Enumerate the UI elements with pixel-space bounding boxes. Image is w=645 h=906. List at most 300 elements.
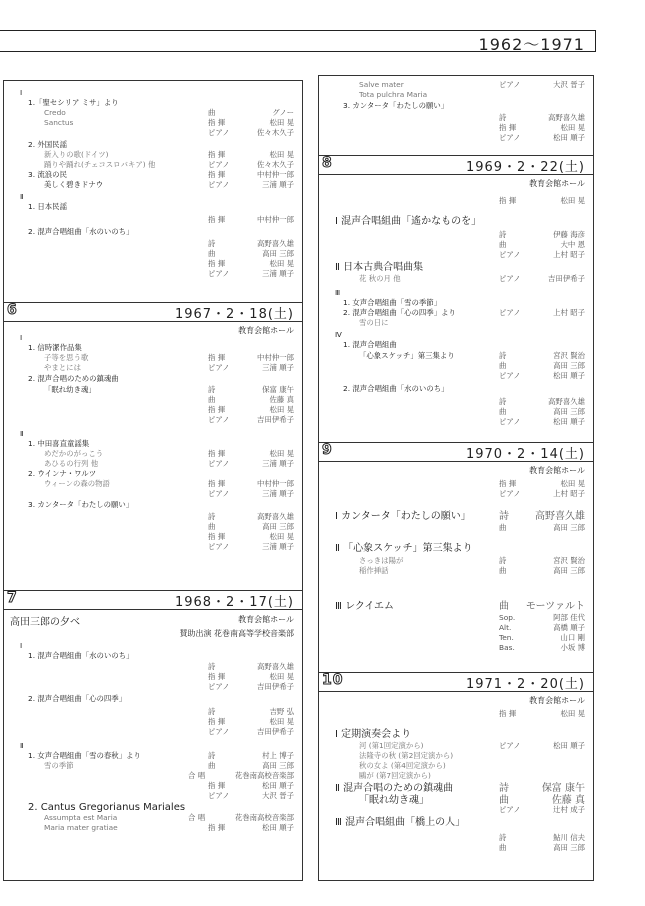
program-line [319,274,593,284]
performer-role: ピアノ [208,489,230,498]
program-text: Ⅰ [20,333,23,342]
performer-name: 高野喜久雄 [257,239,294,248]
concert-9 [319,443,593,673]
program-line [319,216,593,228]
performer-name: 高橋 順子 [553,623,585,632]
program-line [4,672,302,682]
program-text: さっきは陽が [359,556,404,565]
program-line [319,556,593,566]
program-text: 2. 混声合唱組曲「水のいのち」 [343,384,449,393]
program-text: 2. 混声合唱組曲「心の四季」 [28,694,127,703]
program-line [4,269,302,279]
performer-role: 詩 [208,751,216,760]
program-line [4,489,302,499]
performer-name: 高田 三郎 [553,566,585,575]
performer-name: 松田 晃 [269,259,294,268]
performer-role: 曲 [499,566,507,575]
performer-name: モーツァルト [525,601,585,612]
program-line [4,333,302,343]
performer-name: 高田 三郎 [262,249,294,258]
program-text: Credo [44,108,66,117]
performer-name: 松田 晃 [560,196,585,205]
performer-role: 詩 [208,707,216,716]
performer-name: グノー [272,108,294,117]
program-line [4,500,302,510]
concert-number: 8 [322,155,333,171]
performer-name: 上村 昭子 [553,489,585,498]
program-text: Ⅰ [20,88,23,97]
program-text: 河 (第1回定演から) [359,741,424,750]
performer-role: 指 揮 [208,449,226,458]
performer-name: 三浦 順子 [262,269,294,278]
program-text: やまとには [44,363,81,372]
performer-name: 保富 康午 [541,783,585,794]
performer-name: 上村 昭子 [553,250,585,259]
performer-role: 詩 [499,783,509,794]
program-text: 「眠れ幼き魂」 [44,385,96,394]
program-line [4,522,302,532]
program-line [319,330,593,340]
program-line [4,717,302,727]
program-line [4,727,302,737]
performer-role: ピアノ [499,805,521,814]
concert-header [319,443,593,462]
year-header [0,30,596,52]
performer-role: 指 揮 [208,532,226,541]
performer-role: 曲 [208,395,216,404]
program-line [4,459,302,469]
program-text: 2. ウインナ・ワルツ [28,469,97,478]
program-line [4,479,302,489]
performer-name: 高野喜久雄 [548,397,585,406]
performer-name: 阿部 佳代 [553,613,585,622]
performer-name: 吉田伊希子 [257,727,294,736]
program-line [4,542,302,552]
performer-name: 松田 順子 [553,371,585,380]
performer-name: 高野喜久雄 [535,511,585,522]
program-line [4,170,302,180]
performer-role: 指 揮 [208,118,226,127]
program-line [319,633,593,643]
program-line [319,805,593,815]
program-text: 踊りや踊れ(チェコスロバキア) 他 [44,160,156,169]
performer-role: Bas. [499,643,515,652]
performer-name: 三浦 順子 [262,363,294,372]
performer-role: 曲 [499,361,507,370]
performer-role: ピアノ [208,363,230,372]
program-line [4,98,302,108]
performer-name: 花巻南高校音楽部 [234,771,294,780]
performer-name: 三浦 順子 [262,542,294,551]
program-line [4,532,302,542]
program-text: Ⅱ [20,429,24,438]
performer-role: 曲 [499,523,507,532]
performer-role: 曲 [208,249,216,258]
program-line [319,489,593,499]
program-text: Ⅰ 定期演奏会より [335,729,412,740]
program-line [4,259,302,269]
performer-role: 詩 [499,833,507,842]
performer-role: 詩 [499,511,509,522]
concert-date: 1967・2・18(土) [174,307,294,322]
program-text: 「心象スケッチ」第三集より [359,351,455,360]
program-text: 鷗が (第7回定演から) [359,771,431,780]
venue: 教育会館ホール [529,696,585,705]
performer-name: 大沢 晉子 [553,80,585,89]
program-text: 2. Cantus Gregorianus Mariales [28,802,186,813]
program-line [4,160,302,170]
program-text: 雪の日に [359,318,389,327]
program-line [4,415,302,425]
concert-number: 6 [7,302,18,318]
performer-name: 中村仲一郎 [257,170,294,179]
performer-name: 松田 晃 [269,150,294,159]
program-text: Ⅳ [335,330,342,339]
program-line [319,783,593,795]
guest-performer: 賛助出演 花巻南高等学校音楽部 [179,629,294,638]
program-text: めだかのがっこう [44,449,104,458]
program-line [4,781,302,791]
year-range: 1962～1971 [478,35,585,54]
program-line [4,363,302,373]
performer-role: 指 揮 [208,150,226,159]
program-text: 2. 混声合唱組曲「心の四季」より [343,308,456,317]
program-line [4,128,302,138]
program-line [4,227,302,237]
performer-name: 松田 晃 [269,118,294,127]
program-line [319,523,593,533]
performer-name: 佐々木久子 [257,128,294,137]
performer-role: ピアノ [499,274,521,283]
performer-name: 高野喜久雄 [548,113,585,122]
program-text: 1. 混声合唱組曲「水のいのち」 [28,651,134,660]
program-line [319,397,593,407]
performer-role: 指 揮 [208,170,226,179]
performer-role: Sop. [499,613,516,622]
program-text: Maria mater gratiae [44,823,118,832]
venue: 教育会館ホール [238,615,294,624]
performer-name: 保富 康午 [262,385,294,394]
program-line [4,439,302,449]
performer-name: 松田 順子 [553,741,585,750]
performer-role: 詩 [208,239,216,248]
performer-role: 曲 [208,108,216,117]
performer-role: 詩 [499,397,507,406]
concert-5-continued [4,81,302,303]
program-line [319,240,593,250]
program-line [4,88,302,98]
program-line [4,429,302,439]
program-text: Ⅰ カンタータ「わたしの願い」 [335,511,471,522]
program-line [319,113,593,123]
performer-role: 曲 [499,240,507,249]
program-line [319,817,593,829]
performer-name: 中村仲一郎 [257,479,294,488]
program-line [4,150,302,160]
performer-role: 曲 [208,522,216,531]
performer-name: 佐藤 真 [269,395,294,404]
performer-role: ピアノ [499,133,521,142]
performer-role: 曲 [499,795,509,806]
program-line [4,823,302,833]
concert-7-continued [319,76,593,156]
program-line [319,298,593,308]
performer-name: 松田 晃 [269,405,294,414]
program-text: Ⅰ 混声合唱組曲「遙かなものを」 [335,216,482,227]
performer-role: 指 揮 [208,215,226,224]
program-text: 1. 日本民謡 [28,202,67,211]
program-line [4,694,302,704]
performer-name: 辻村 成子 [553,805,585,814]
program-line [319,288,593,298]
performer-role: ピアノ [208,682,230,691]
program-line [319,308,593,318]
performer-name: 高田 三郎 [262,761,294,770]
program-line [319,843,593,853]
program-text: 子等を思う歌 [44,353,89,362]
concert-header [319,673,593,692]
program-line [4,813,302,823]
program-text: 美しく碧きドナウ [44,180,104,189]
performer-role: 曲 [499,601,509,612]
performer-name: 小坂 博 [560,643,585,652]
concert-header [4,303,302,322]
right-column [318,75,594,881]
performer-name: 吉野 弘 [269,707,294,716]
program-text: 3. カンタータ「わたしの願い」 [343,101,449,110]
program-text: Ⅱ 「心象スケッチ」第三集より [335,543,473,554]
performer-name: 大中 恩 [560,240,585,249]
program-line [4,651,302,661]
program-line [319,80,593,90]
program-line [319,262,593,274]
program-line [319,361,593,371]
program-text: 1. 女声合唱組曲「雪の季節」 [343,298,442,307]
performer-name: 松田 順子 [262,823,294,832]
performer-name: 松田 晃 [560,709,585,718]
program-text: Ⅱ 日本古典合唱曲集 [335,262,424,273]
performer-role: 曲 [208,761,216,770]
performer-name: 山口 剛 [560,633,585,642]
performer-role: 詩 [499,230,507,239]
performer-role: 詩 [208,385,216,394]
program-line [319,601,593,613]
program-text: 法隆寺の秋 (第2回定演から) [359,751,454,760]
program-line [319,318,593,328]
performer-role: 詩 [208,662,216,671]
program-line [4,140,302,150]
concert-title: 高田三郎の夕べ [10,617,80,628]
performer-name: 高田 三郎 [262,522,294,531]
program-line [319,384,593,394]
program-line [319,230,593,240]
program-text: Ⅰ [20,641,23,650]
performer-role: ピアノ [208,415,230,424]
program-line [4,761,302,771]
performer-role: ピアノ [208,791,230,800]
performer-name: 鮎川 信夫 [553,833,585,842]
program-line [4,353,302,363]
performer-name: 大沢 晉子 [262,791,294,800]
program-line [4,192,302,202]
program-line [319,771,593,781]
program-line [4,249,302,259]
program-text: 2. 混声合唱のための鎮魂曲 [28,374,119,383]
program-text: 3. カンタータ「わたしの願い」 [28,500,134,509]
program-line [319,511,593,523]
venue: 教育会館ホール [529,179,585,188]
performer-role: ピアノ [499,489,521,498]
venue: 教育会館ホール [238,326,294,335]
program-line [4,682,302,692]
program-line [4,180,302,190]
program-text: Assumpta est Maria [44,813,118,822]
program-text: 新入りの歌(ドイツ) [44,150,109,159]
program-line [319,543,593,555]
performer-role: 指 揮 [208,353,226,362]
performer-role: ピアノ [499,250,521,259]
performer-role: 指 揮 [208,405,226,414]
program-line [4,751,302,761]
performer-role: 曲 [499,407,507,416]
performer-role: ピアノ [208,128,230,137]
program-line [319,623,593,633]
performer-name: 高野喜久雄 [257,512,294,521]
concert-header [319,156,593,175]
performer-name: 宮沢 賢治 [553,556,585,565]
performer-role: ピアノ [208,542,230,551]
program-line [4,108,302,118]
performer-role: 詩 [499,556,507,565]
program-line [319,417,593,427]
performer-name: 高野喜久雄 [257,662,294,671]
program-text: 1. 信時潔作品集 [28,343,82,352]
program-line [319,371,593,381]
program-text: 3. 流浪の民 [28,170,67,179]
performer-role: 指 揮 [208,823,226,832]
program-line [319,90,593,100]
program-line [4,741,302,751]
program-line [4,771,302,781]
program-line [4,215,302,225]
program-line [319,123,593,133]
performer-name: 中村仲一郎 [257,215,294,224]
program-text: 1. 混声合唱組曲 [343,340,397,349]
performer-role: ピアノ [208,269,230,278]
program-line [319,729,593,741]
program-text: Ⅲ レクイエム [335,601,394,612]
performer-name: 吉田伊希子 [257,415,294,424]
program-text: 稲作挿話 [359,566,389,575]
performer-name: 松田 晃 [560,123,585,132]
program-line [4,374,302,384]
program-line [319,741,593,751]
program-text: 2. 外国民謡 [28,140,67,149]
performer-role: ピアノ [208,727,230,736]
performer-role: 詩 [499,351,507,360]
performer-name: 松田 順子 [262,781,294,790]
performer-name: 松田 晃 [269,449,294,458]
performer-name: 松田 晃 [560,479,585,488]
performer-role: 指 揮 [208,717,226,726]
program-line [4,118,302,128]
concert-6 [4,303,302,591]
performer-role: 詩 [208,512,216,521]
program-line [319,613,593,623]
performer-name: 三浦 順子 [262,459,294,468]
program-line [319,833,593,843]
program-text: 1. 女声合唱組曲「雪の春秋」より [28,751,141,760]
program-text: あひるの行列 他 [44,459,99,468]
program-line [4,385,302,395]
program-text: Tota pulchra Maria [359,90,428,99]
concert-number: 7 [7,590,18,606]
performer-role: ピアノ [499,741,521,750]
program-line [319,751,593,761]
performer-name: 高田 三郎 [553,523,585,532]
performer-name: 高田 三郎 [553,407,585,416]
performer-role: 指 揮 [499,709,517,718]
performer-name: 佐々木久子 [257,160,294,169]
performer-role: ピアノ [499,308,521,317]
program-text: Sanctus [44,118,74,127]
performer-role: Ten. [499,633,514,642]
program-line [319,643,593,653]
performer-role: ピアノ [208,180,230,189]
performer-role: 曲 [499,843,507,852]
program-line [319,709,593,719]
program-line [319,407,593,417]
concert-date: 1969・2・22(土) [465,160,585,175]
performer-name: 松田 晃 [269,672,294,681]
left-column [3,80,303,881]
program-line [4,395,302,405]
program-text: Ⅲ 混声合唱組曲「橋上の人」 [335,817,466,828]
concert-number: 9 [322,442,333,458]
program-text: Ⅲ [335,288,341,297]
program-line [4,662,302,672]
performer-name: 三浦 順子 [262,180,294,189]
performer-name: 宮沢 賢治 [553,351,585,360]
performer-role: 指 揮 [499,196,517,205]
performer-role: 指 揮 [208,259,226,268]
performer-role: 合 唱 [188,813,206,822]
program-text: ウィーンの森の物語 [44,479,110,488]
venue: 教育会館ホール [529,466,585,475]
program-text: 「眠れ幼き魂」 [359,795,429,806]
concert-date: 1968・2・17(土) [174,595,294,610]
program-line [4,405,302,415]
performer-name: 佐藤 真 [551,795,585,806]
program-line [319,479,593,489]
performer-name: 花巻南高校音楽部 [234,813,294,822]
concert-date: 1971・2・20(土) [465,677,585,692]
program-line [319,101,593,111]
program-text: Ⅱ [20,741,24,750]
performer-name: 松田 晃 [269,532,294,541]
concert-date: 1970・2・14(土) [465,447,585,462]
performer-name: 吉田伊希子 [548,274,585,283]
program-text: Ⅱ 混声合唱のための鎮魂曲 [335,783,454,794]
performer-role: 指 揮 [208,479,226,488]
performer-name: 松田 順子 [553,417,585,426]
program-line [4,239,302,249]
program-text: 2. 混声合唱組曲「水のいのち」 [28,227,134,236]
program-text: Salve mater [359,80,404,89]
performer-role: Alt. [499,623,512,632]
performer-name: 中村仲一郎 [257,353,294,362]
program-line [319,133,593,143]
